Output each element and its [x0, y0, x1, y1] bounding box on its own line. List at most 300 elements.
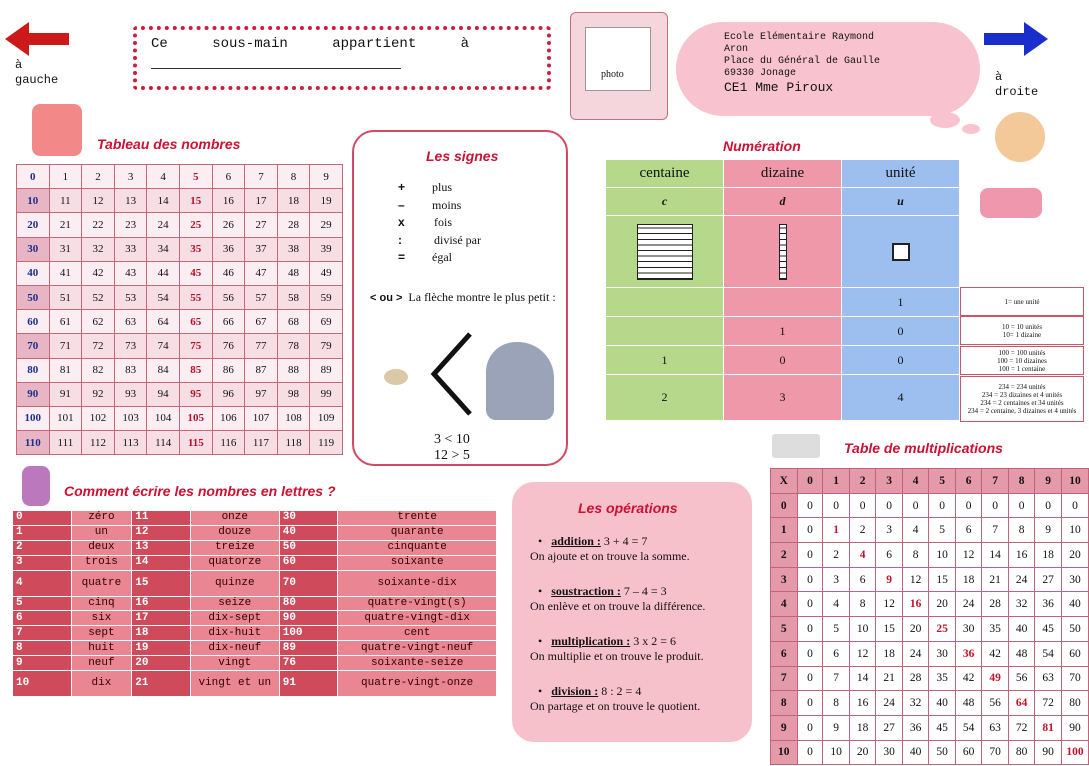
number-cell: 39 — [310, 237, 343, 261]
mult-col-header: 2 — [849, 469, 876, 494]
number-cell: 66 — [212, 310, 245, 334]
number-cell: 115 — [179, 431, 212, 455]
right-arrow — [984, 22, 1048, 56]
number-cell: 58 — [277, 285, 310, 309]
mult-cell: 0 — [797, 493, 823, 518]
mult-cell: 50 — [1061, 617, 1088, 642]
number-cell: 88 — [277, 358, 310, 382]
kid-531-icon — [32, 104, 82, 156]
number-cell: 94 — [147, 382, 180, 406]
number-cell: 105 — [179, 406, 212, 430]
number: 20 — [132, 656, 191, 671]
number: 60 — [279, 555, 338, 570]
signes-title: Les signes — [426, 148, 499, 164]
number-words: quatorze — [190, 555, 279, 570]
number: 11 — [132, 511, 191, 526]
numeration-table: centaine dizaine unité c d u 1 1 0 1 0 0 2 3 4 — [605, 159, 960, 421]
number-cell: 34 — [147, 237, 180, 261]
mult-cell: 63 — [1035, 666, 1062, 691]
mult-row-header: 10 — [771, 740, 798, 765]
number-cell: 99 — [310, 382, 343, 406]
number-cell: 74 — [147, 334, 180, 358]
example-1: 3 < 10 — [434, 432, 470, 447]
number-cell: 108 — [277, 406, 310, 430]
number-cell: 8 — [277, 165, 310, 189]
number-cell: 95 — [179, 382, 212, 406]
mult-cell: 70 — [1061, 666, 1088, 691]
number-words: treize — [190, 540, 279, 555]
mult-cell: 0 — [823, 493, 850, 518]
mult-cell: 7 — [823, 666, 850, 691]
number-cell: 26 — [212, 213, 245, 237]
number-words: quinze — [190, 570, 279, 596]
number: 19 — [132, 641, 191, 656]
num-centaine — [606, 317, 724, 346]
mult-cell: 45 — [1035, 617, 1062, 642]
number-cell: 63 — [114, 310, 147, 334]
num-unite: 1 — [842, 288, 960, 317]
mult-cell: 60 — [955, 740, 982, 765]
number-cell: 24 — [147, 213, 180, 237]
mult-cell: 32 — [902, 691, 929, 716]
mult-cell: 2 — [823, 543, 850, 568]
number: 6 — [13, 611, 72, 626]
number-cell: 65 — [179, 310, 212, 334]
number-cell: 18 — [277, 189, 310, 213]
number-cell: 83 — [114, 358, 147, 382]
num-description: 1= une unité — [960, 287, 1084, 316]
num-unite: 0 — [842, 317, 960, 346]
mult-cell: 40 — [1008, 617, 1035, 642]
number-cell: 78 — [277, 334, 310, 358]
number-cell: 114 — [147, 431, 180, 455]
number-words: six — [71, 611, 132, 626]
number: 50 — [279, 540, 338, 555]
mult-cell: 18 — [1035, 543, 1062, 568]
num-centaine: 1 — [606, 346, 724, 375]
number: 16 — [132, 596, 191, 611]
number-cell: 29 — [310, 213, 343, 237]
number: 5 — [13, 596, 72, 611]
number-cell: 45 — [179, 261, 212, 285]
mult-cell: 24 — [876, 691, 903, 716]
number-cell: 35 — [179, 237, 212, 261]
number-cell: 101 — [49, 406, 82, 430]
sign-row: = égal — [398, 250, 452, 264]
number-cell: 111 — [49, 431, 82, 455]
mult-cell: 21 — [876, 666, 903, 691]
mult-cell: 8 — [902, 543, 929, 568]
mult-cell: 0 — [797, 740, 823, 765]
mult-cell: 0 — [797, 617, 823, 642]
mult-cell: 0 — [876, 493, 903, 518]
operation-item: • multiplication : 3 x 2 = 6 On multiplie et on trouve le produit. — [530, 634, 704, 663]
number-cell: 21 — [49, 213, 82, 237]
mult-cell: 10 — [1061, 518, 1088, 543]
number-cell: 67 — [245, 310, 278, 334]
number-words: dix-neuf — [190, 641, 279, 656]
operation-item: • addition : 3 + 4 = 7 On ajoute et on trouve la somme. — [530, 534, 690, 563]
mult-cell: 60 — [1061, 641, 1088, 666]
mult-col-header: 5 — [929, 469, 956, 494]
mult-cell: 24 — [955, 592, 982, 617]
left-arrow-label: à gauche — [15, 58, 59, 87]
number-cell: 36 — [212, 237, 245, 261]
mult-cell: 16 — [1008, 543, 1035, 568]
mult-cell: 5 — [929, 518, 956, 543]
number-words: soixante-seize — [338, 656, 497, 671]
number-cell: 75 — [179, 334, 212, 358]
mult-cell: 6 — [823, 641, 850, 666]
number: 15 — [132, 570, 191, 596]
number: 12 — [132, 525, 191, 540]
less-than-arrow-icon — [430, 332, 474, 416]
number-cell: 61 — [49, 310, 82, 334]
mult-cell: 2 — [849, 518, 876, 543]
mult-cell: 32 — [1008, 592, 1035, 617]
mult-cell: 40 — [1061, 592, 1088, 617]
number-cell: 27 — [245, 213, 278, 237]
number-cell: 17 — [245, 189, 278, 213]
mult-col-header: 1 — [823, 469, 850, 494]
mult-cell: 100 — [1061, 740, 1088, 765]
number-cell: 9 — [310, 165, 343, 189]
mult-col-header: 3 — [876, 469, 903, 494]
number-cell: 60 — [17, 310, 50, 334]
mult-cell: 40 — [929, 691, 956, 716]
number-words: deux — [71, 540, 132, 555]
num-unite: 4 — [842, 375, 960, 421]
number-cell: 52 — [82, 285, 115, 309]
number-cell: 23 — [114, 213, 147, 237]
number-words: soixante-dix — [338, 570, 497, 596]
number-cell: 85 — [179, 358, 212, 382]
mult-cell: 20 — [902, 617, 929, 642]
number-cell: 90 — [17, 382, 50, 406]
mult-cell: 3 — [876, 518, 903, 543]
mult-cell: 40 — [902, 740, 929, 765]
number-cell: 11 — [49, 189, 82, 213]
number-cell: 1 — [49, 165, 82, 189]
operations-box — [512, 482, 752, 742]
number: 100 — [279, 626, 338, 641]
mult-cell: 0 — [797, 543, 823, 568]
mult-row-header: 8 — [771, 691, 798, 716]
number: 4 — [13, 570, 72, 596]
number-cell: 55 — [179, 285, 212, 309]
mult-cell: 15 — [929, 567, 956, 592]
mult-cell: 9 — [876, 567, 903, 592]
number-cell: 20 — [17, 213, 50, 237]
number: 91 — [279, 671, 338, 697]
mult-cell: 7 — [982, 518, 1009, 543]
number-cell: 117 — [245, 431, 278, 455]
mult-cell: 12 — [876, 592, 903, 617]
number-cell: 68 — [277, 310, 310, 334]
number-cell: 53 — [114, 285, 147, 309]
number-cell: 5 — [179, 165, 212, 189]
number-cell: 40 — [17, 261, 50, 285]
number-cell: 54 — [147, 285, 180, 309]
owner-box — [133, 26, 551, 90]
number-cell: 25 — [179, 213, 212, 237]
school-address: Ecole Elémentaire Raymond Aron Place du Général de Gaulle 69330 Jonage CE1 Mme Piroux — [724, 32, 881, 95]
mult-cell: 12 — [955, 543, 982, 568]
mult-cell: 72 — [1035, 691, 1062, 716]
mult-cell: 90 — [1035, 740, 1062, 765]
number: 40 — [279, 525, 338, 540]
operations-title: Les opérations — [578, 500, 678, 516]
mult-cell: 4 — [849, 543, 876, 568]
number-cell: 46 — [212, 261, 245, 285]
number-cell: 104 — [147, 406, 180, 430]
number: 1 — [13, 525, 72, 540]
number-cell: 92 — [82, 382, 115, 406]
mult-cell: 0 — [797, 567, 823, 592]
mult-cell: 10 — [929, 543, 956, 568]
number-words: vingt et un — [190, 671, 279, 697]
number-cell: 110 — [17, 431, 50, 455]
number-cell: 106 — [212, 406, 245, 430]
mult-cell: 48 — [1008, 641, 1035, 666]
num-unite: 0 — [842, 346, 960, 375]
mult-cell: 24 — [902, 641, 929, 666]
mult-cell: 16 — [849, 691, 876, 716]
mult-cell: 15 — [876, 617, 903, 642]
owner-text: Ce sous-main appartient à — [151, 36, 470, 52]
sign-row: – moins — [398, 197, 462, 212]
number: 14 — [132, 555, 191, 570]
number: 13 — [132, 540, 191, 555]
mult-cell: 30 — [929, 641, 956, 666]
number-cell: 32 — [82, 237, 115, 261]
operation-item: • division : 8 : 2 = 4 On partage et on trouve le quotient. — [530, 684, 701, 713]
number: 89 — [279, 641, 338, 656]
number-cell: 72 — [82, 334, 115, 358]
number: 76 — [279, 656, 338, 671]
mult-col-header: 10 — [1061, 469, 1088, 494]
number-words: douze — [190, 525, 279, 540]
number-cell: 43 — [114, 261, 147, 285]
mult-cell: 0 — [797, 592, 823, 617]
number-cell: 71 — [49, 334, 82, 358]
number: 0 — [13, 511, 72, 526]
number-words: soixante — [338, 555, 497, 570]
mult-cell: 49 — [982, 666, 1009, 691]
number: 9 — [13, 656, 72, 671]
mult-cell: 56 — [1008, 666, 1035, 691]
num-centaine: 2 — [606, 375, 724, 421]
mult-cell: 80 — [1061, 691, 1088, 716]
mult-cell: 27 — [876, 715, 903, 740]
number-cell: 28 — [277, 213, 310, 237]
number-cell: 69 — [310, 310, 343, 334]
number-cell: 15 — [179, 189, 212, 213]
mult-cell: 0 — [797, 641, 823, 666]
number-cell: 109 — [310, 406, 343, 430]
pencil-paper-icon — [772, 434, 820, 458]
number-words: quarante — [338, 525, 497, 540]
mult-cell: 0 — [1061, 493, 1088, 518]
number-words: dix-huit — [190, 626, 279, 641]
sign-row: : divisé par — [398, 232, 481, 247]
lettres-table — [12, 510, 497, 697]
mult-cell: 1 — [823, 518, 850, 543]
ten-rod-icon — [779, 224, 787, 280]
number-words: cent — [338, 626, 497, 641]
mult-cell: 64 — [1008, 691, 1035, 716]
mult-cell: 35 — [982, 617, 1009, 642]
mult-cell: 20 — [1061, 543, 1088, 568]
number-cell: 0 — [17, 165, 50, 189]
mult-cell: 6 — [849, 567, 876, 592]
left-arrow — [5, 22, 69, 56]
mult-cell: 36 — [955, 641, 982, 666]
mult-cell: 0 — [902, 493, 929, 518]
mult-row-header: 3 — [771, 567, 798, 592]
mult-cell: 81 — [1035, 715, 1062, 740]
mult-cell: 0 — [929, 493, 956, 518]
hundred-block-icon — [637, 224, 693, 280]
num-dizaine: 0 — [724, 346, 842, 375]
number-cell: 57 — [245, 285, 278, 309]
number-cell: 2 — [82, 165, 115, 189]
number-words: quatre-vingt-neuf — [338, 641, 497, 656]
mult-cell: 0 — [1008, 493, 1035, 518]
mult-cell: 10 — [823, 740, 850, 765]
number: 2 — [13, 540, 72, 555]
number-cell: 48 — [277, 261, 310, 285]
mult-cell: 6 — [876, 543, 903, 568]
mult-cell: 18 — [876, 641, 903, 666]
number-cell: 42 — [82, 261, 115, 285]
mult-cell: 20 — [849, 740, 876, 765]
number: 7 — [13, 626, 72, 641]
mult-cell: 4 — [823, 592, 850, 617]
mult-cell: 80 — [1008, 740, 1035, 765]
num-description: 234 = 234 unités 234 = 23 dizaines et 4 unités 234 = 2 centaines et 34 unités 234 = 2 centaine, 3 dizaines et 4 unités — [960, 376, 1084, 422]
number-cell: 100 — [17, 406, 50, 430]
mult-cell: 56 — [982, 691, 1009, 716]
mult-cell: 8 — [1008, 518, 1035, 543]
unit-cube-icon — [892, 243, 910, 261]
mult-row-header: 5 — [771, 617, 798, 642]
number-words: cinq — [71, 596, 132, 611]
number-cell: 102 — [82, 406, 115, 430]
mouse-icon — [384, 369, 408, 385]
mult-title: Table de multiplications — [844, 440, 1003, 456]
number-cell: 16 — [212, 189, 245, 213]
mult-col-header: 9 — [1035, 469, 1062, 494]
number-words: cinquante — [338, 540, 497, 555]
mult-cell: 35 — [929, 666, 956, 691]
number: 21 — [132, 671, 191, 697]
tableau-des-nombres — [16, 164, 343, 455]
mult-cell: 0 — [955, 493, 982, 518]
number-cell: 79 — [310, 334, 343, 358]
mult-cell: 9 — [823, 715, 850, 740]
mult-cell: 0 — [1035, 493, 1062, 518]
mult-cell: 0 — [797, 666, 823, 691]
number-cell: 81 — [49, 358, 82, 382]
number-cell: 13 — [114, 189, 147, 213]
number-cell: 80 — [17, 358, 50, 382]
mult-col-header: 4 — [902, 469, 929, 494]
mult-col-header: 6 — [955, 469, 982, 494]
number-cell: 93 — [114, 382, 147, 406]
number-cell: 64 — [147, 310, 180, 334]
number-words: dix-sept — [190, 611, 279, 626]
toys-icon — [980, 188, 1042, 218]
mult-row-header: 7 — [771, 666, 798, 691]
mult-cell: 0 — [797, 715, 823, 740]
number-cell: 107 — [245, 406, 278, 430]
number-words: huit — [71, 641, 132, 656]
number: 70 — [279, 570, 338, 596]
number-cell: 47 — [245, 261, 278, 285]
mult-cell: 90 — [1061, 715, 1088, 740]
mult-row-header: 4 — [771, 592, 798, 617]
photo-frame — [585, 27, 651, 91]
number: 10 — [13, 671, 72, 697]
photo-scroll — [570, 12, 668, 120]
number-cell: 59 — [310, 285, 343, 309]
number-cell: 82 — [82, 358, 115, 382]
elephant-icon — [486, 342, 554, 420]
arrow-explanation: < ou > La flèche montre le plus petit : — [370, 290, 556, 304]
mult-cell: 45 — [929, 715, 956, 740]
mult-cell: 18 — [849, 715, 876, 740]
number-words: onze — [190, 511, 279, 526]
lettres-title: Comment écrire les nombres en lettres ? — [64, 483, 336, 499]
number-cell: 87 — [245, 358, 278, 382]
mult-cell: 54 — [1035, 641, 1062, 666]
number-cell: 30 — [17, 237, 50, 261]
number-words: dix — [71, 671, 132, 697]
class-line: CE1 Mme Piroux — [724, 80, 834, 95]
photo-label: photo — [601, 69, 624, 80]
mult-cell: 21 — [982, 567, 1009, 592]
mult-cell: 12 — [902, 567, 929, 592]
mult-cell: 0 — [797, 691, 823, 716]
mult-col-header: 0 — [797, 469, 823, 494]
numeration-title: Numération — [723, 138, 801, 154]
mult-cell: 14 — [982, 543, 1009, 568]
number: 90 — [279, 611, 338, 626]
number-words: zéro — [71, 511, 132, 526]
number-cell: 98 — [277, 382, 310, 406]
number-cell: 62 — [82, 310, 115, 334]
number-words: un — [71, 525, 132, 540]
sign-row: x fois — [398, 215, 452, 229]
sign-row: + plus — [398, 180, 453, 194]
mult-cell: 72 — [1008, 715, 1035, 740]
mult-cell: 0 — [797, 518, 823, 543]
number: 80 — [279, 596, 338, 611]
mult-row-header: 6 — [771, 641, 798, 666]
number-words: quatre-vingt(s) — [338, 596, 497, 611]
number-cell: 31 — [49, 237, 82, 261]
mult-row-header: 0 — [771, 493, 798, 518]
mult-cell: 42 — [955, 666, 982, 691]
number-cell: 91 — [49, 382, 82, 406]
right-arrow-label: à droite — [995, 70, 1039, 99]
number-cell: 116 — [212, 431, 245, 455]
num-centaine — [606, 288, 724, 317]
mult-cell: 42 — [982, 641, 1009, 666]
mult-cell: 36 — [1035, 592, 1062, 617]
number-cell: 12 — [82, 189, 115, 213]
